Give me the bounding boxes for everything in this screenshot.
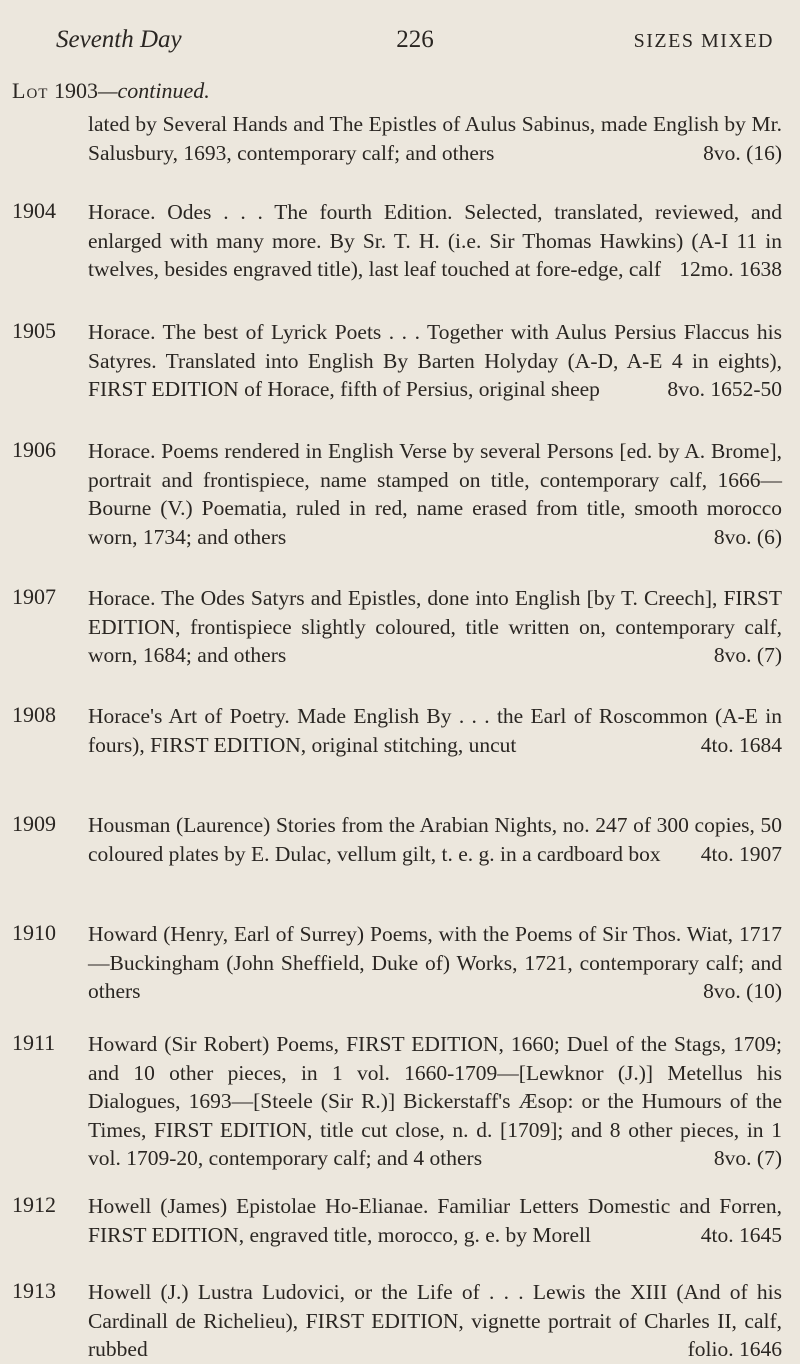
lot-number: 1913 bbox=[12, 1278, 56, 1303]
lot-format: 8vo. (6) bbox=[713, 524, 782, 549]
lot-description: Horace's Art of Poetry. Made English By . . . the Earl of Roscommon (A-E in fours), FIRST EDITION, original stitching, uncut 4to. 1684 bbox=[88, 702, 782, 759]
lot-description: lated by Several Hands and The Epistles of Aulus Sabinus, made English by Mr. Salusbury, 1693, contemporary calf; and others 8vo. (16) bbox=[88, 110, 782, 167]
lot-description: Howard (Henry, Earl of Surrey) Poems, with the Poems of Sir Thos. Wiat, 1717—Buckingham (John Sheffield, Duke of) Works, 1721, contemporary calf; and others 8vo. (10) bbox=[88, 920, 782, 1006]
lot-description: Howell (J.) Lustra Ludovici, or the Life of . . . Lewis the XIII (And of his Cardinall de Richelieu), FIRST EDITION, vignette portrait of Charles II, calf, rubbed folio. 1646 bbox=[88, 1278, 782, 1364]
lot-number: 1911 bbox=[12, 1030, 56, 1055]
lot-description: Horace. Poems rendered in English Verse by several Persons [ed. by A. Brome], portrait and frontispiece, name stamped on title, contemporary calf, 1666—Bourne (V.) Poematia, ruled in red, name erased from title, smooth morocco worn, 1734; and others 8vo. (6) bbox=[88, 437, 782, 551]
lot-number: 1912 bbox=[12, 1192, 56, 1217]
lot-number: 1910 bbox=[12, 920, 56, 945]
lot-number: 1906 bbox=[12, 437, 56, 462]
lot-format: 8vo. 1652-50 bbox=[667, 377, 782, 401]
lot-number: 1905 bbox=[12, 318, 56, 343]
page-number: 226 bbox=[396, 26, 434, 53]
lot-description: Howell (James) Epistolae Ho-Elianae. Familiar Letters Domestic and Forren, FIRST EDITION, engraved title, morocco, g. e. by Morell 4to. 1645 bbox=[88, 1192, 782, 1249]
lot-format: 4to. 1645 bbox=[700, 1222, 782, 1247]
lot-label: Lot bbox=[12, 78, 49, 103]
lot-format: 8vo. (7) bbox=[713, 1146, 782, 1170]
lot-format: 4to. 1907 bbox=[700, 841, 782, 866]
lot-number: 1907 bbox=[12, 584, 56, 609]
lot-number: 1904 bbox=[12, 198, 56, 223]
lot-format: 12mo. 1638 bbox=[679, 257, 782, 281]
lot-number: 1908 bbox=[12, 702, 56, 727]
lot-format: 8vo. (10) bbox=[703, 979, 782, 1003]
lot-format: 8vo. (16) bbox=[703, 140, 782, 165]
lot-description: Howard (Sir Robert) Poems, FIRST EDITION, 1660; Duel of the Stags, 1709; and 10 other pieces, in 1 vol. 1660-1709—[Lewknor (J.)] Metellus his Dialogues, 1693—[Steele (Sir R.)] Bickerstaff's Æsop: or the Humours of the Times, FIRST EDITION, title cut close, n. d. [1709]; and 8 other pieces, in 1 vol. 1709-20, contemporary calf; and 4 others 8vo. (7) bbox=[88, 1030, 782, 1173]
running-head-section: SIZES MIXED bbox=[633, 30, 774, 52]
lot-number: 1909 bbox=[12, 811, 56, 836]
lot-format: 4to. 1684 bbox=[700, 732, 782, 757]
running-head-day: Seventh Day bbox=[56, 26, 182, 53]
page-header bbox=[56, 26, 774, 66]
lot-format: 8vo. (7) bbox=[713, 643, 782, 667]
lot-description: Horace. Odes . . . The fourth Edition. Selected, translated, reviewed, and enlarged with many more. By Sr. T. H. (i.e. Sir Thomas Hawkins) (A-I 11 in twelves, besides engraved title), last leaf touched at fore-edge, calf 12mo. 1638 bbox=[88, 198, 782, 284]
lot-description: Housman (Laurence) Stories from the Arabian Nights, no. 247 of 300 copies, 50 coloured plates by E. Dulac, vellum gilt, t. e. g. in a cardboard box 4to. 1907 bbox=[88, 811, 782, 868]
lot-description: Horace. The best of Lyrick Poets . . . Together with Aulus Persius Flaccus his Satyres. Translated into English By Barten Holyday (A-D, A-E 4 in eights), FIRST EDITION of Horace, fifth of Persius, original sheep 8vo. 1652-50 bbox=[88, 318, 782, 404]
continued-label: —continued. bbox=[97, 78, 210, 103]
lot-continuation-heading bbox=[12, 78, 210, 104]
lot-format: folio. 1646 bbox=[687, 1337, 782, 1361]
lot-description: Horace. The Odes Satyrs and Epistles, done into English [by T. Creech], FIRST EDITION, frontispiece slightly coloured, title written on, contemporary calf, worn, 1684; and others 8vo. (7) bbox=[88, 584, 782, 670]
lot-continued-number: 1903 bbox=[53, 78, 98, 103]
